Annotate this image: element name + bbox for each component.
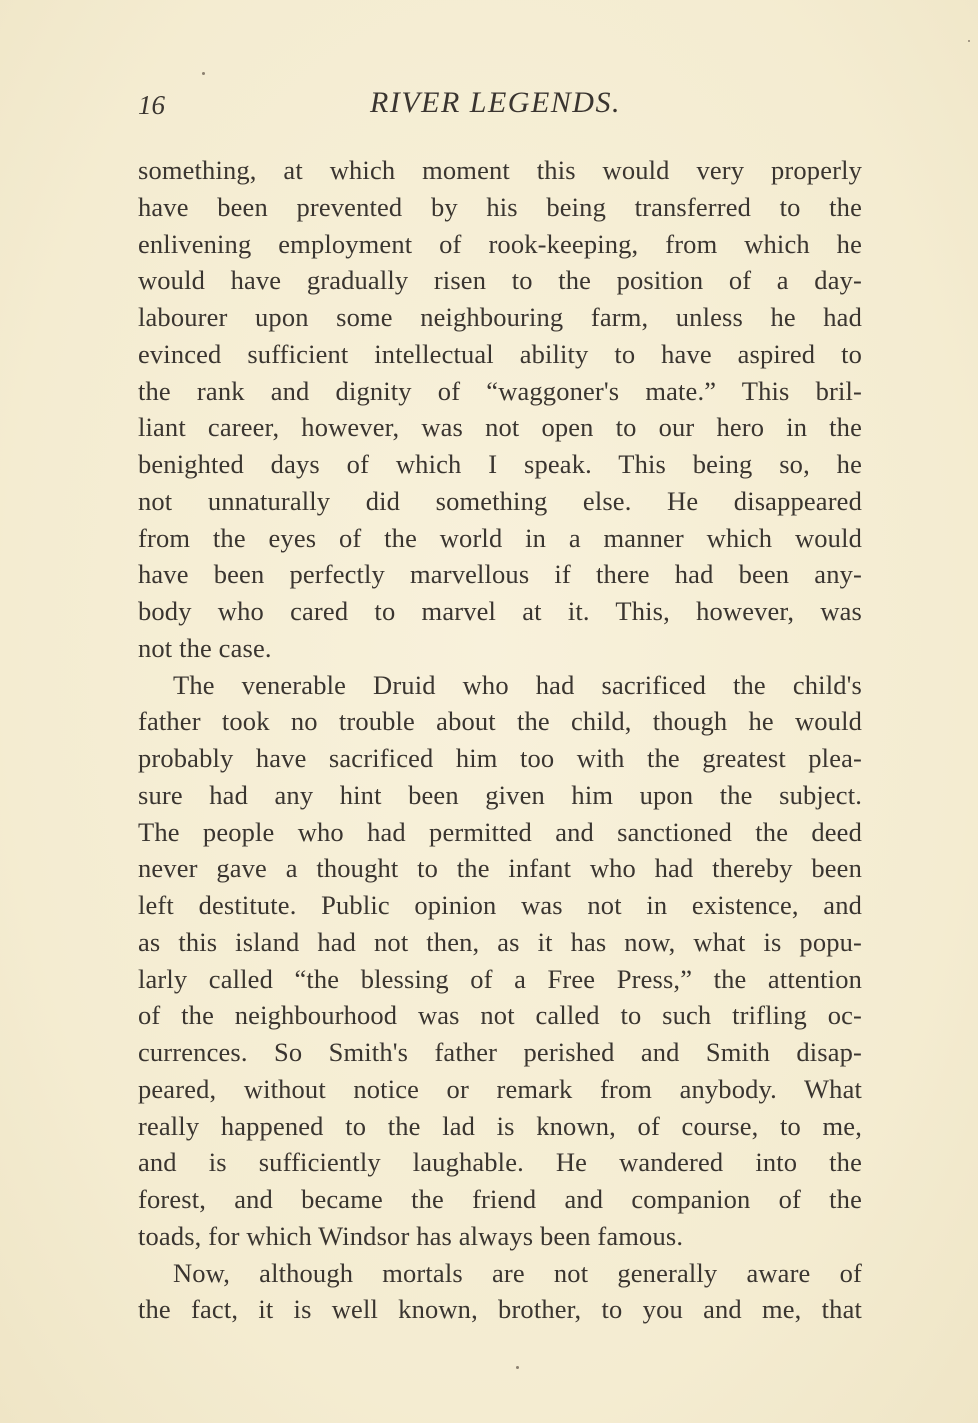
paragraph-1 — [138, 152, 862, 667]
text-line: the fact, it is well known, brother, to you and me, that — [138, 1294, 862, 1325]
text-line: something, at which moment this would very properly — [138, 155, 862, 185]
text-line: peared, without notice or remark from anybody. What — [138, 1073, 862, 1104]
text-line: evinced sufficient intellectual ability to have aspired to — [138, 338, 862, 369]
text-line: have been perfectly marvellous if there had been any- — [138, 559, 862, 590]
text-line: as this island had not then, as it has now, what is popu- — [138, 926, 862, 957]
text-line: left destitute. Public opinion was not in existence, and — [138, 890, 862, 920]
text-line: father took no trouble about the child, though he would — [138, 706, 862, 737]
text-line: The people who had permitted and sanctioned the deed — [138, 816, 862, 847]
paragraph-2 — [138, 667, 862, 1255]
text-line: forest, and became the friend and companion of the — [138, 1184, 862, 1214]
text-line: would have gradually risen to the position of a day- — [138, 265, 862, 296]
text-line: really happened to the lad is known, of course, to me, — [138, 1110, 862, 1141]
text-line: never gave a thought to the infant who had thereby been — [138, 853, 862, 884]
text-line: labourer upon some neighbouring farm, unless he had — [138, 302, 862, 332]
text-line: larly called “the blessing of a Free Press,” the attention — [138, 963, 862, 994]
text-line: and is sufficiently laughable. He wandered into the — [138, 1147, 862, 1178]
text-line: benighted days of which I speak. This being so, he — [138, 449, 862, 479]
paragraph-3 — [138, 1255, 862, 1329]
text-line: liant career, however, was not open to our hero in the — [138, 412, 862, 443]
text-line: body who cared to marvel at it. This, however, was — [138, 596, 862, 626]
text-line: the rank and dignity of “waggoner's mate.” This bril- — [138, 375, 862, 406]
paper-speck — [202, 72, 205, 75]
running-title: RIVER LEGENDS. — [370, 86, 621, 119]
text-line: from the eyes of the world in a manner which would — [138, 522, 862, 553]
text-line: probably have sacrificed him too with the greatest plea- — [138, 743, 862, 773]
text-line: not the case. — [138, 632, 272, 663]
paper-speck — [968, 40, 970, 42]
text-line: of the neighbourhood was not called to such trifling oc- — [138, 1000, 862, 1031]
paper-speck — [516, 1366, 519, 1369]
text-line: sure had any hint been given him upon the subject. — [138, 779, 862, 810]
text-line: The venerable Druid who had sacrificed the child's — [173, 669, 862, 700]
text-line: have been prevented by his being transferred to the — [138, 191, 862, 222]
text-line: Now, although mortals are not generally aware of — [173, 1257, 862, 1288]
running-head — [0, 86, 978, 126]
text-line: toads, for which Windsor has always been famous. — [138, 1220, 684, 1251]
page-number: 16 — [138, 90, 165, 120]
body-text — [138, 152, 862, 1328]
text-line: enlivening employment of rook-keeping, from which he — [138, 228, 862, 259]
text-line: not unnaturally did something else. He disappeared — [138, 485, 862, 516]
text-line: currences. So Smith's father perished and Smith disap- — [138, 1037, 862, 1067]
